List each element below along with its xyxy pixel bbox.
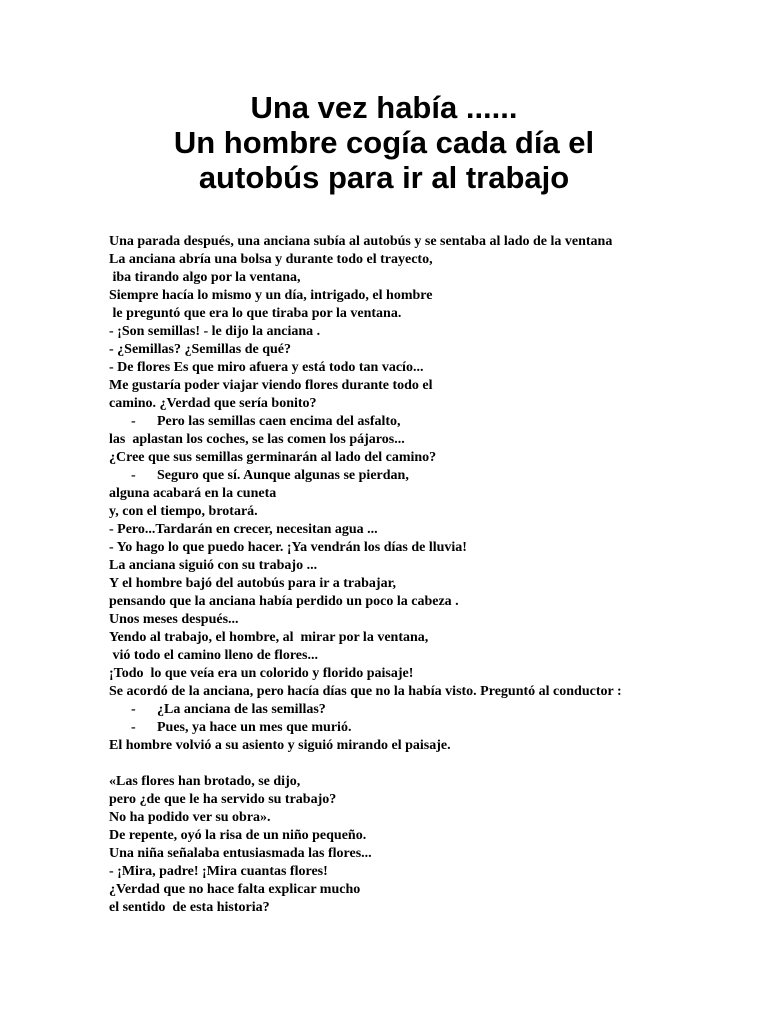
story-line: No ha podido ver su obra». xyxy=(109,810,271,825)
story-line: Una parada después, una anciana subía al autobús y se sentaba al lado de la ventana xyxy=(109,234,613,249)
bullet-dash: - xyxy=(131,468,136,483)
story-line: alguna acabará en la cuneta xyxy=(109,486,277,501)
story-line: Me gustaría poder viajar viendo flores durante todo el xyxy=(109,378,433,393)
story-line: - De flores Es que miro afuera y está todo tan vacío... xyxy=(109,360,424,375)
bullet-dash: - xyxy=(131,720,136,735)
bullet-text: ¿La anciana de las semillas? xyxy=(157,702,326,717)
story-line: - ¡Mira, padre! ¡Mira cuantas flores! xyxy=(109,864,328,879)
story-line: La anciana siguió con su trabajo ... xyxy=(109,558,318,573)
story-line: - ¿Semillas? ¿Semillas de qué? xyxy=(109,342,292,357)
story-line: Unos meses después... xyxy=(109,612,239,627)
story-line: - Yo hago lo que puedo hacer. ¡Ya vendrán los días de lluvia! xyxy=(109,540,467,555)
story-line: - Pero...Tardarán en crecer, necesitan agua ... xyxy=(109,522,378,537)
story-line: Una niña señalaba entusiasmada las flores... xyxy=(109,846,372,861)
title-line-1: Una vez había ...... xyxy=(250,90,518,125)
dialogue-bullet-line xyxy=(109,413,724,431)
story-line: El hombre volvió a su asiento y siguió mirando el paisaje. xyxy=(109,738,451,753)
story-line: Se acordó de la anciana, pero hacía días que no la había visto. Preguntó al conductor : xyxy=(109,684,622,699)
paragraph-break xyxy=(109,755,724,773)
bullet-text: Pues, ya hace un mes que murió. xyxy=(157,720,352,735)
story-line: iba tirando algo por la ventana, xyxy=(109,270,301,285)
title-line-2: Un hombre cogía cada día el xyxy=(173,125,595,160)
story-line: Yendo al trabajo, el hombre, al mirar por la ventana, xyxy=(109,630,429,645)
story-line: vió todo el camino lleno de flores... xyxy=(109,648,318,663)
story-line: Siempre hacía lo mismo y un día, intrigado, el hombre xyxy=(109,288,433,303)
bullet-dash: - xyxy=(131,702,136,717)
bullet-dash: - xyxy=(131,414,136,429)
story-line: y, con el tiempo, brotará. xyxy=(109,504,258,519)
document-title xyxy=(0,90,768,195)
story-line: ¿Cree que sus semillas germinarán al lado del camino? xyxy=(109,450,437,465)
story-line: La anciana abría una bolsa y durante todo el trayecto, xyxy=(109,252,433,267)
story-body xyxy=(109,233,724,917)
story-line: - ¡Son semillas! - le dijo la anciana . xyxy=(109,324,321,339)
story-line: «Las flores han brotado, se dijo, xyxy=(109,774,301,789)
dialogue-bullet-line xyxy=(109,701,724,719)
bullet-text: Seguro que sí. Aunque algunas se pierdan, xyxy=(157,468,409,483)
story-line: camino. ¿Verdad que sería bonito? xyxy=(109,396,317,411)
dialogue-bullet-line xyxy=(109,467,724,485)
story-line: De repente, oyó la risa de un niño pequeño. xyxy=(109,828,367,843)
story-line: ¿Verdad que no hace falta explicar mucho xyxy=(109,882,361,897)
story-line: el sentido de esta historia? xyxy=(109,900,270,915)
story-line: Y el hombre bajó del autobús para ir a trabajar, xyxy=(109,576,397,591)
title-line-3: autobús para ir al trabajo xyxy=(198,160,570,195)
story-line: pensando que la anciana había perdido un poco la cabeza . xyxy=(109,594,459,609)
story-line: ¡Todo lo que veía era un colorido y florido paisaje! xyxy=(109,666,414,681)
story-line: le preguntó que era lo que tiraba por la ventana. xyxy=(109,306,402,321)
bullet-text: Pero las semillas caen encima del asfalto, xyxy=(157,414,401,429)
dialogue-bullet-line xyxy=(109,719,724,737)
story-line: pero ¿de que le ha servido su trabajo? xyxy=(109,792,337,807)
story-line: las aplastan los coches, se las comen los pájaros... xyxy=(109,432,405,447)
